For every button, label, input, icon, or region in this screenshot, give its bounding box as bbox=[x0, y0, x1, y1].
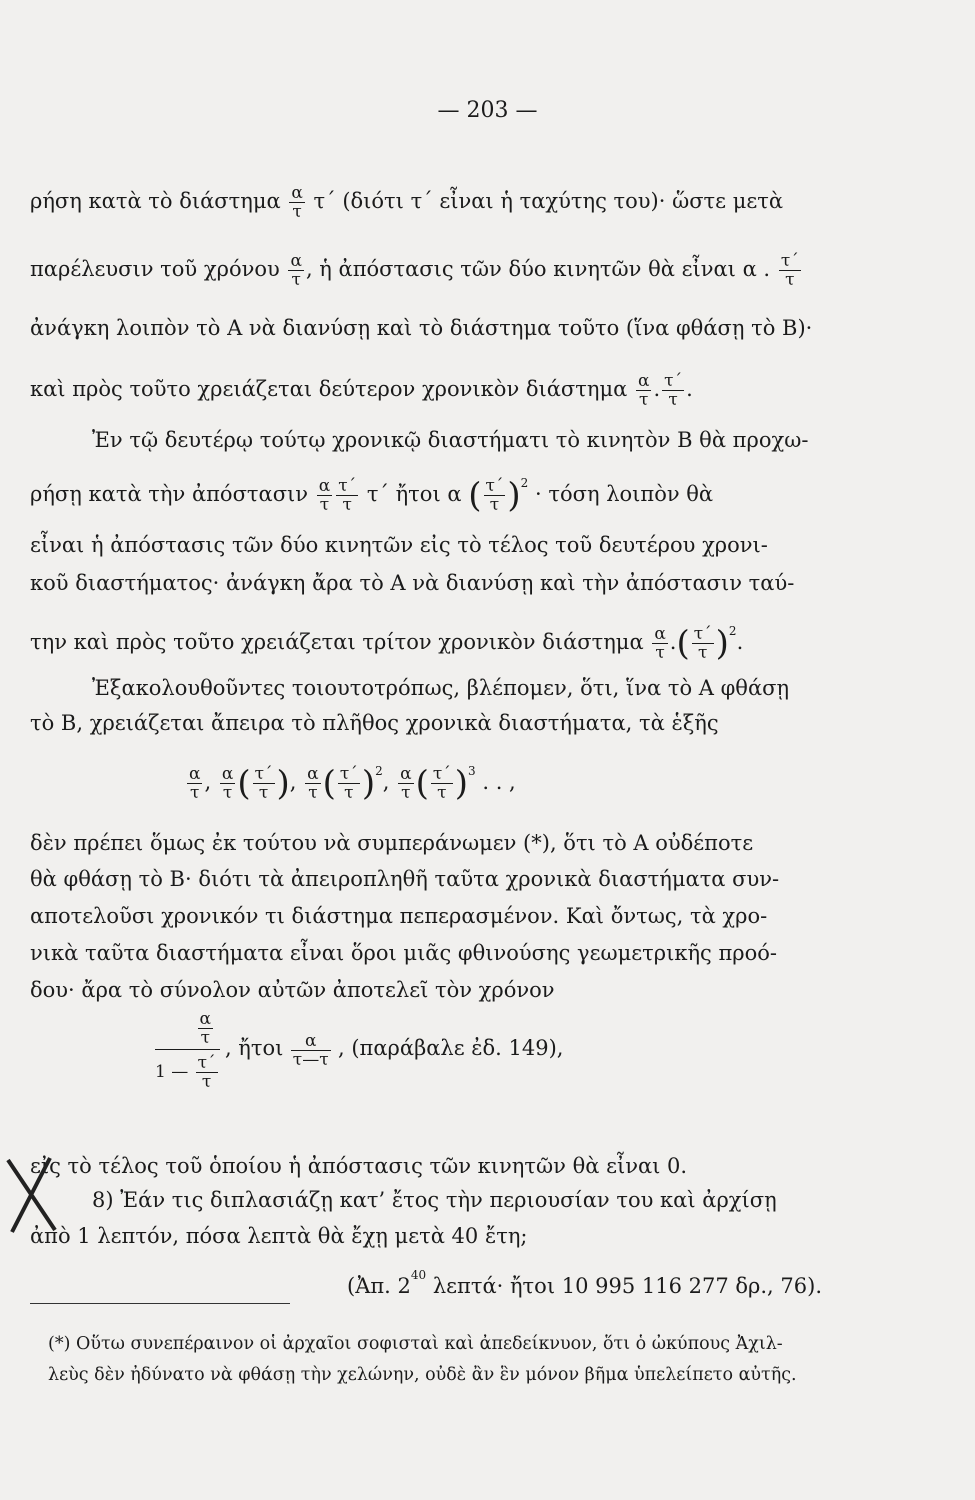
fraction-tp-over-t: $\frac{\tau΄}{\tau}$ bbox=[197, 1053, 216, 1092]
text-line: δου· ἄρα τὸ σύνολον αὐτῶν ἀποτελεῖ τὸν χρόνον bbox=[30, 978, 555, 1002]
text-line: ἀπὸ 1 λεπτόν, πόσα λεπτὰ θὰ ἔχῃ μετὰ 40 ἔτη; bbox=[30, 1224, 528, 1248]
text-line: τὸ Β, χρειάζεται ἄπειρα τὸ πλῆθος χρονικὰ διαστήματα, τὰ ἑξῆς bbox=[30, 711, 719, 735]
text-span: ρήσῃ κατὰ τὴν ἀπόστασιν bbox=[30, 482, 309, 506]
fraction-tp-over-t: $\frac{\tau΄}{\tau}$ bbox=[780, 251, 799, 290]
text-line: εἰς τὸ τέλος τοῦ ὁποίου ἡ ἀπόστασις τῶν κινητῶν θὰ εἶναι 0. bbox=[30, 1154, 688, 1178]
fraction-tp-over-t: $\frac{\tau΄}{\tau}$ bbox=[339, 764, 358, 803]
text-line: Ἐξακολουθοῦντες τοιουτοτρόπως, βλέπομεν, ὅτι, ἵνα τὸ Α φθάσῃ bbox=[92, 676, 790, 700]
compound-fraction: $\frac{\alpha}{\tau}$ 1 — $\frac{\tau΄}{\tau}$ , ἤτοι $\frac{\alpha}{\tau—\tau}$ , (παράβαλε ἐδ. 149), bbox=[155, 1009, 564, 1092]
text-span: · τόση λοιπὸν θὰ bbox=[535, 482, 714, 506]
fraction-tp-over-t: $\frac{\tau΄}{\tau}$ bbox=[693, 624, 712, 663]
fraction-a-over-t: $\frac{\alpha}{\tau}$ bbox=[654, 624, 666, 663]
text-line: δὲν πρέπει ὅμως ἐκ τούτου νὰ συμπεράνωμεν (*), ὅτι τὸ Α οὐδέποτε bbox=[30, 831, 754, 855]
fraction-a-over-t: $\frac{\alpha}{\tau}$ bbox=[199, 1009, 212, 1048]
footnote-rule bbox=[30, 1303, 290, 1304]
fraction-a-over-t: $\frac{\alpha}{\tau}$ bbox=[221, 764, 234, 803]
text-span: ρήση κατὰ τὸ διάστημα bbox=[30, 189, 281, 213]
text-line: αποτελοῦσι χρονικόν τι διάστημα πεπερασμένον. Καὶ ὄντως, τὰ χρο- bbox=[30, 904, 768, 928]
fraction-a-over-t: $\frac{\alpha}{\tau}$ bbox=[638, 371, 650, 410]
text-line: Ἐν τῷ δευτέρῳ τούτῳ χρονικῷ διαστήματι τὸ κινητὸν Β θὰ προχω- bbox=[92, 428, 809, 452]
text-line: ἀνάγκη λοιπὸν τὸ Α νὰ διανύσῃ καὶ τὸ διάστημα τοῦτο (ἵνα φθάσῃ τὸ Β)· bbox=[30, 316, 813, 340]
text-line: ρήσῃ κατὰ τὴν ἀπόστασιν $\frac{\alpha}{\tau}$ $\frac{\tau΄}{\tau}$ τ΄ ἤτοι α ( $\frac{\tau΄}{\tau}$ )$^2$ · τόση λοιπὸν θὰ bbox=[30, 475, 714, 516]
footnote-line: λεὺς δὲν ἠδύνατο νὰ φθάσῃ τὴν χελώνην, οὐδὲ ἂν ἓν μόνον βῆμα ὑπελείπετο αὐτῆς. bbox=[48, 1365, 797, 1385]
text-span: καὶ πρὸς τοῦτο χρειάζεται δεύτερον χρονικὸν διάστημα bbox=[30, 377, 628, 401]
text-span: , ἤτοι bbox=[224, 1036, 284, 1060]
text-span: , ἡ ἀπόστασις τῶν δύο κινητῶν θὰ εἶναι α . bbox=[305, 257, 771, 281]
fraction-a-over-t-minus-tp: $\frac{\alpha}{\tau—\tau}$ bbox=[292, 1031, 329, 1070]
geometric-series: $\frac{\alpha}{\tau}$ , $\frac{\alpha}{\tau}$ ( $\frac{\tau΄}{\tau}$ ), $\frac{\alpha}{\tau}$ ( $\frac{\tau΄}{\tau}$ )$^2$, $\frac{\alpha}{\tau}$ ( $\frac{\tau΄}{\tau}$ )$^3$ . . , bbox=[189, 763, 516, 804]
fraction-a-over-t: $\frac{\alpha}{\tau}$ bbox=[400, 764, 412, 803]
text-line bbox=[30, 252, 803, 289]
text-line: την καὶ πρὸς τοῦτο χρειάζεται τρίτον χρονικὸν διάστημα $\frac{\alpha}{\tau}$ .( $\frac{\tau΄}{\tau}$ )$^2$. bbox=[30, 623, 744, 664]
fraction-tp-over-t: $\frac{\tau΄}{\tau}$ bbox=[432, 764, 451, 803]
text-span: την καὶ πρὸς τοῦτο χρειάζεται τρίτον χρονικὸν διάστημα bbox=[30, 630, 644, 654]
text-line: 8) Ἐάν τις διπλασιάζῃ κατ’ ἔτος τὴν περιουσίαν του καὶ ἀρχίσῃ bbox=[92, 1188, 777, 1212]
text-line bbox=[30, 184, 783, 221]
text-span: παρέλευσιν τοῦ χρόνου bbox=[30, 257, 280, 281]
page-number: — 203 — bbox=[437, 98, 538, 123]
text-span: τ΄ ἤτοι α bbox=[366, 482, 462, 506]
fraction-a-over-t: $\frac{\alpha}{\tau}$ bbox=[318, 476, 331, 515]
text-line: εἶναι ἡ ἀπόστασις τῶν δύο κινητῶν εἰς τὸ τέλος τοῦ δευτέρου χρονι- bbox=[30, 533, 768, 557]
text-line: θὰ φθάσῃ τὸ Β· διότι τὰ ἀπειροπληθῆ ταῦτα χρονικὰ διαστήματα συν- bbox=[30, 867, 780, 891]
fraction-tp-over-t: $\frac{\tau΄}{\tau}$ bbox=[664, 371, 683, 410]
fraction-tp-over-t: $\frac{\tau΄}{\tau}$ bbox=[485, 476, 504, 515]
answer-line: (Ἀπ. $2^{40}$ λεπτά· ἤτοι 10 995 116 277 δρ., 76). bbox=[347, 1268, 822, 1298]
fraction-a-over-t: $\frac{\alpha}{\tau}$ bbox=[291, 183, 303, 222]
text-span: τ΄ (διότι τ΄ εἶναι ἡ ταχύτης του)· ὥστε μετὰ bbox=[313, 189, 784, 213]
fraction-a-over-t: $\frac{\alpha}{\tau}$ bbox=[307, 764, 319, 803]
handwritten-x-mark bbox=[0, 1150, 70, 1244]
text-span: , (παράβαλε ἐδ. 149), bbox=[338, 1036, 564, 1060]
text-line: καὶ πρὸς τοῦτο χρειάζεται δεύτερον χρονικὸν διάστημα $\frac{\alpha}{\tau}$ . $\frac{\tau΄}{\tau}$ . bbox=[30, 371, 693, 410]
fraction-tp-over-t: $\frac{\tau΄}{\tau}$ bbox=[338, 476, 357, 515]
text-line: νικὰ ταῦτα διαστήματα εἶναι ὅροι μιᾶς φθινούσης γεωμετρικῆς προό- bbox=[30, 941, 777, 965]
fraction-a-over-t: $\frac{\alpha}{\tau}$ bbox=[290, 251, 302, 290]
footnote-line: (*) Οὕτω συνεπέραινον οἱ ἀρχαῖοι σοφισταὶ καὶ ἀπεδείκνυον, ὅτι ὁ ὠκύπους Ἀχιλ- bbox=[48, 1334, 783, 1354]
text-line: κοῦ διαστήματος· ἀνάγκη ἄρα τὸ Α νὰ διανύσῃ καὶ τὴν ἀπόστασιν ταύ- bbox=[30, 571, 795, 595]
fraction-tp-over-t: $\frac{\tau΄}{\tau}$ bbox=[254, 764, 273, 803]
fraction-a-over-t: $\frac{\alpha}{\tau}$ bbox=[189, 764, 201, 803]
